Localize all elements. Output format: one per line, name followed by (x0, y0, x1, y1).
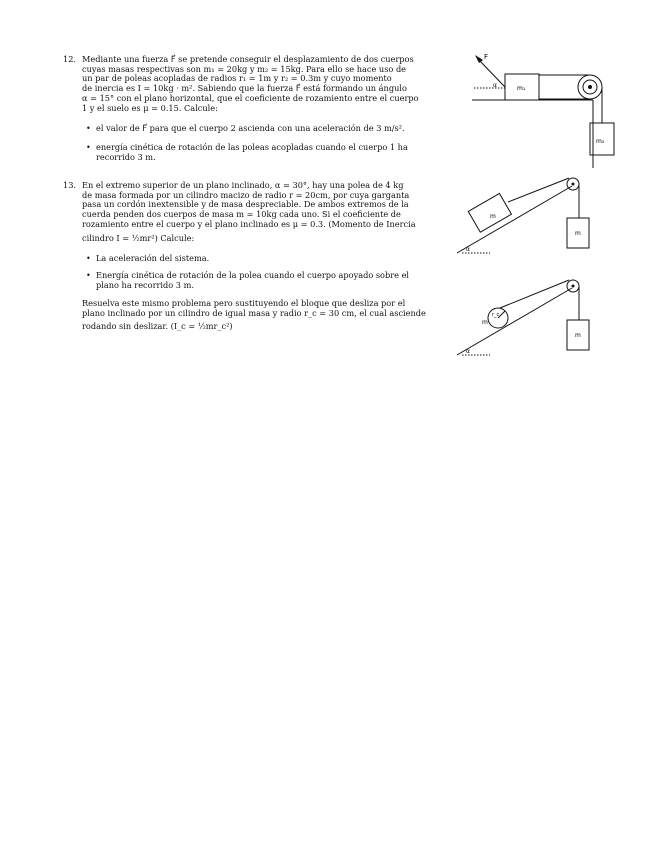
statement-line: cilindro I = ½mr²) Calcule: (82, 232, 195, 243)
statement-line: de masa formada por un cilindro macizo de radio r = 20cm, por cuya garganta (82, 189, 410, 200)
block-1-label: m₁ (517, 85, 526, 92)
problem-13 (63, 180, 454, 331)
figure-incline-cylinder (452, 272, 602, 362)
angle-label: α (466, 246, 470, 253)
statement-line: En el extremo superior de un plano inclinado, α = 30°, hay una polea de 4 kg (82, 180, 404, 190)
question-item: • energía cinética de rotación de las poleas acopladas cuando el cuerpo 1 ha recorrido 3 m. (82, 143, 454, 162)
rope-incline (508, 178, 569, 202)
force-line (478, 59, 505, 87)
statement-line: rozamiento entre el cuerpo y el plano inclinado es μ = 0.3. (Momento de Inercia (82, 218, 416, 229)
question-item: • Energía cinética de rotación de la polea cuando el cuerpo apoyado sobre el plano ha recorrido 3 m. (82, 271, 454, 290)
pulley-axle (572, 183, 575, 186)
statement-line: un par de poleas acopladas de radios r₁ = 1m y r₂ = 0.3m y cuyo momento (82, 73, 392, 84)
arrow-head-icon (475, 55, 483, 63)
statement-line: α = 15° con el plano horizontal, que el coeficiente de rozamiento entre el cuerpo (82, 92, 419, 103)
block-label: m (490, 213, 496, 220)
question-item: • el valor de F⃗ para que el cuerpo 2 ascienda con una aceleración de 3 m/s². (82, 124, 454, 134)
statement-line: pasa un cordón inextensible y de masa despreciable. De ambos extremos de la (82, 199, 409, 210)
rope-incline (500, 280, 569, 308)
problem-12 (63, 54, 454, 162)
statement-line: Mediante una fuerza F⃗ se pretende conseguir el desplazamiento de dos cuerpos (82, 54, 414, 64)
question-list (82, 124, 454, 162)
angle-label: α (493, 82, 497, 89)
variant-paragraph: Resuelva este mismo problema pero sustituyendo el bloque que desliza por el plano inclinado por un cilindro de igual masa y radio r_c = 30 cm, el cual asciende rodando sin deslizar. (I_c = ½mr_c²) (82, 298, 426, 331)
block-2-label: m₂ (596, 138, 605, 145)
problem-number: 12. (63, 54, 77, 64)
force-label: F (484, 53, 489, 61)
statement-line: de inercia es I = 10kg · m². Sabiendo que la fuerza F⃗ está formando un ángulo (82, 83, 407, 94)
question-item: • La aceleración del sistema. (82, 254, 454, 264)
incline-line (457, 288, 572, 355)
cylinder-label: m (482, 319, 488, 326)
incline-line (457, 186, 572, 253)
statement-line: cuerda penden dos cuerpos de masa m = 10kg cada uno. Si el coeficiente de (82, 209, 401, 220)
hanging-label: m (575, 332, 581, 339)
radius-label: r_c (492, 312, 500, 318)
pulley-axle (588, 85, 592, 89)
statement-line: cuyas masas respectivas son m₁ = 20kg y m₂ = 15kg. Para ello se hace uso de (82, 63, 407, 74)
statement-line: 1 y el suelo es μ = 0.15. Calcule: (82, 102, 218, 113)
figure-pulley-system (462, 50, 622, 175)
angle-label: α (466, 348, 470, 355)
figure-incline-block (452, 170, 602, 260)
pulley-axle (572, 285, 575, 288)
hanging-label: m (575, 230, 581, 237)
question-list (82, 254, 454, 290)
problem-number: 13. (63, 180, 77, 190)
